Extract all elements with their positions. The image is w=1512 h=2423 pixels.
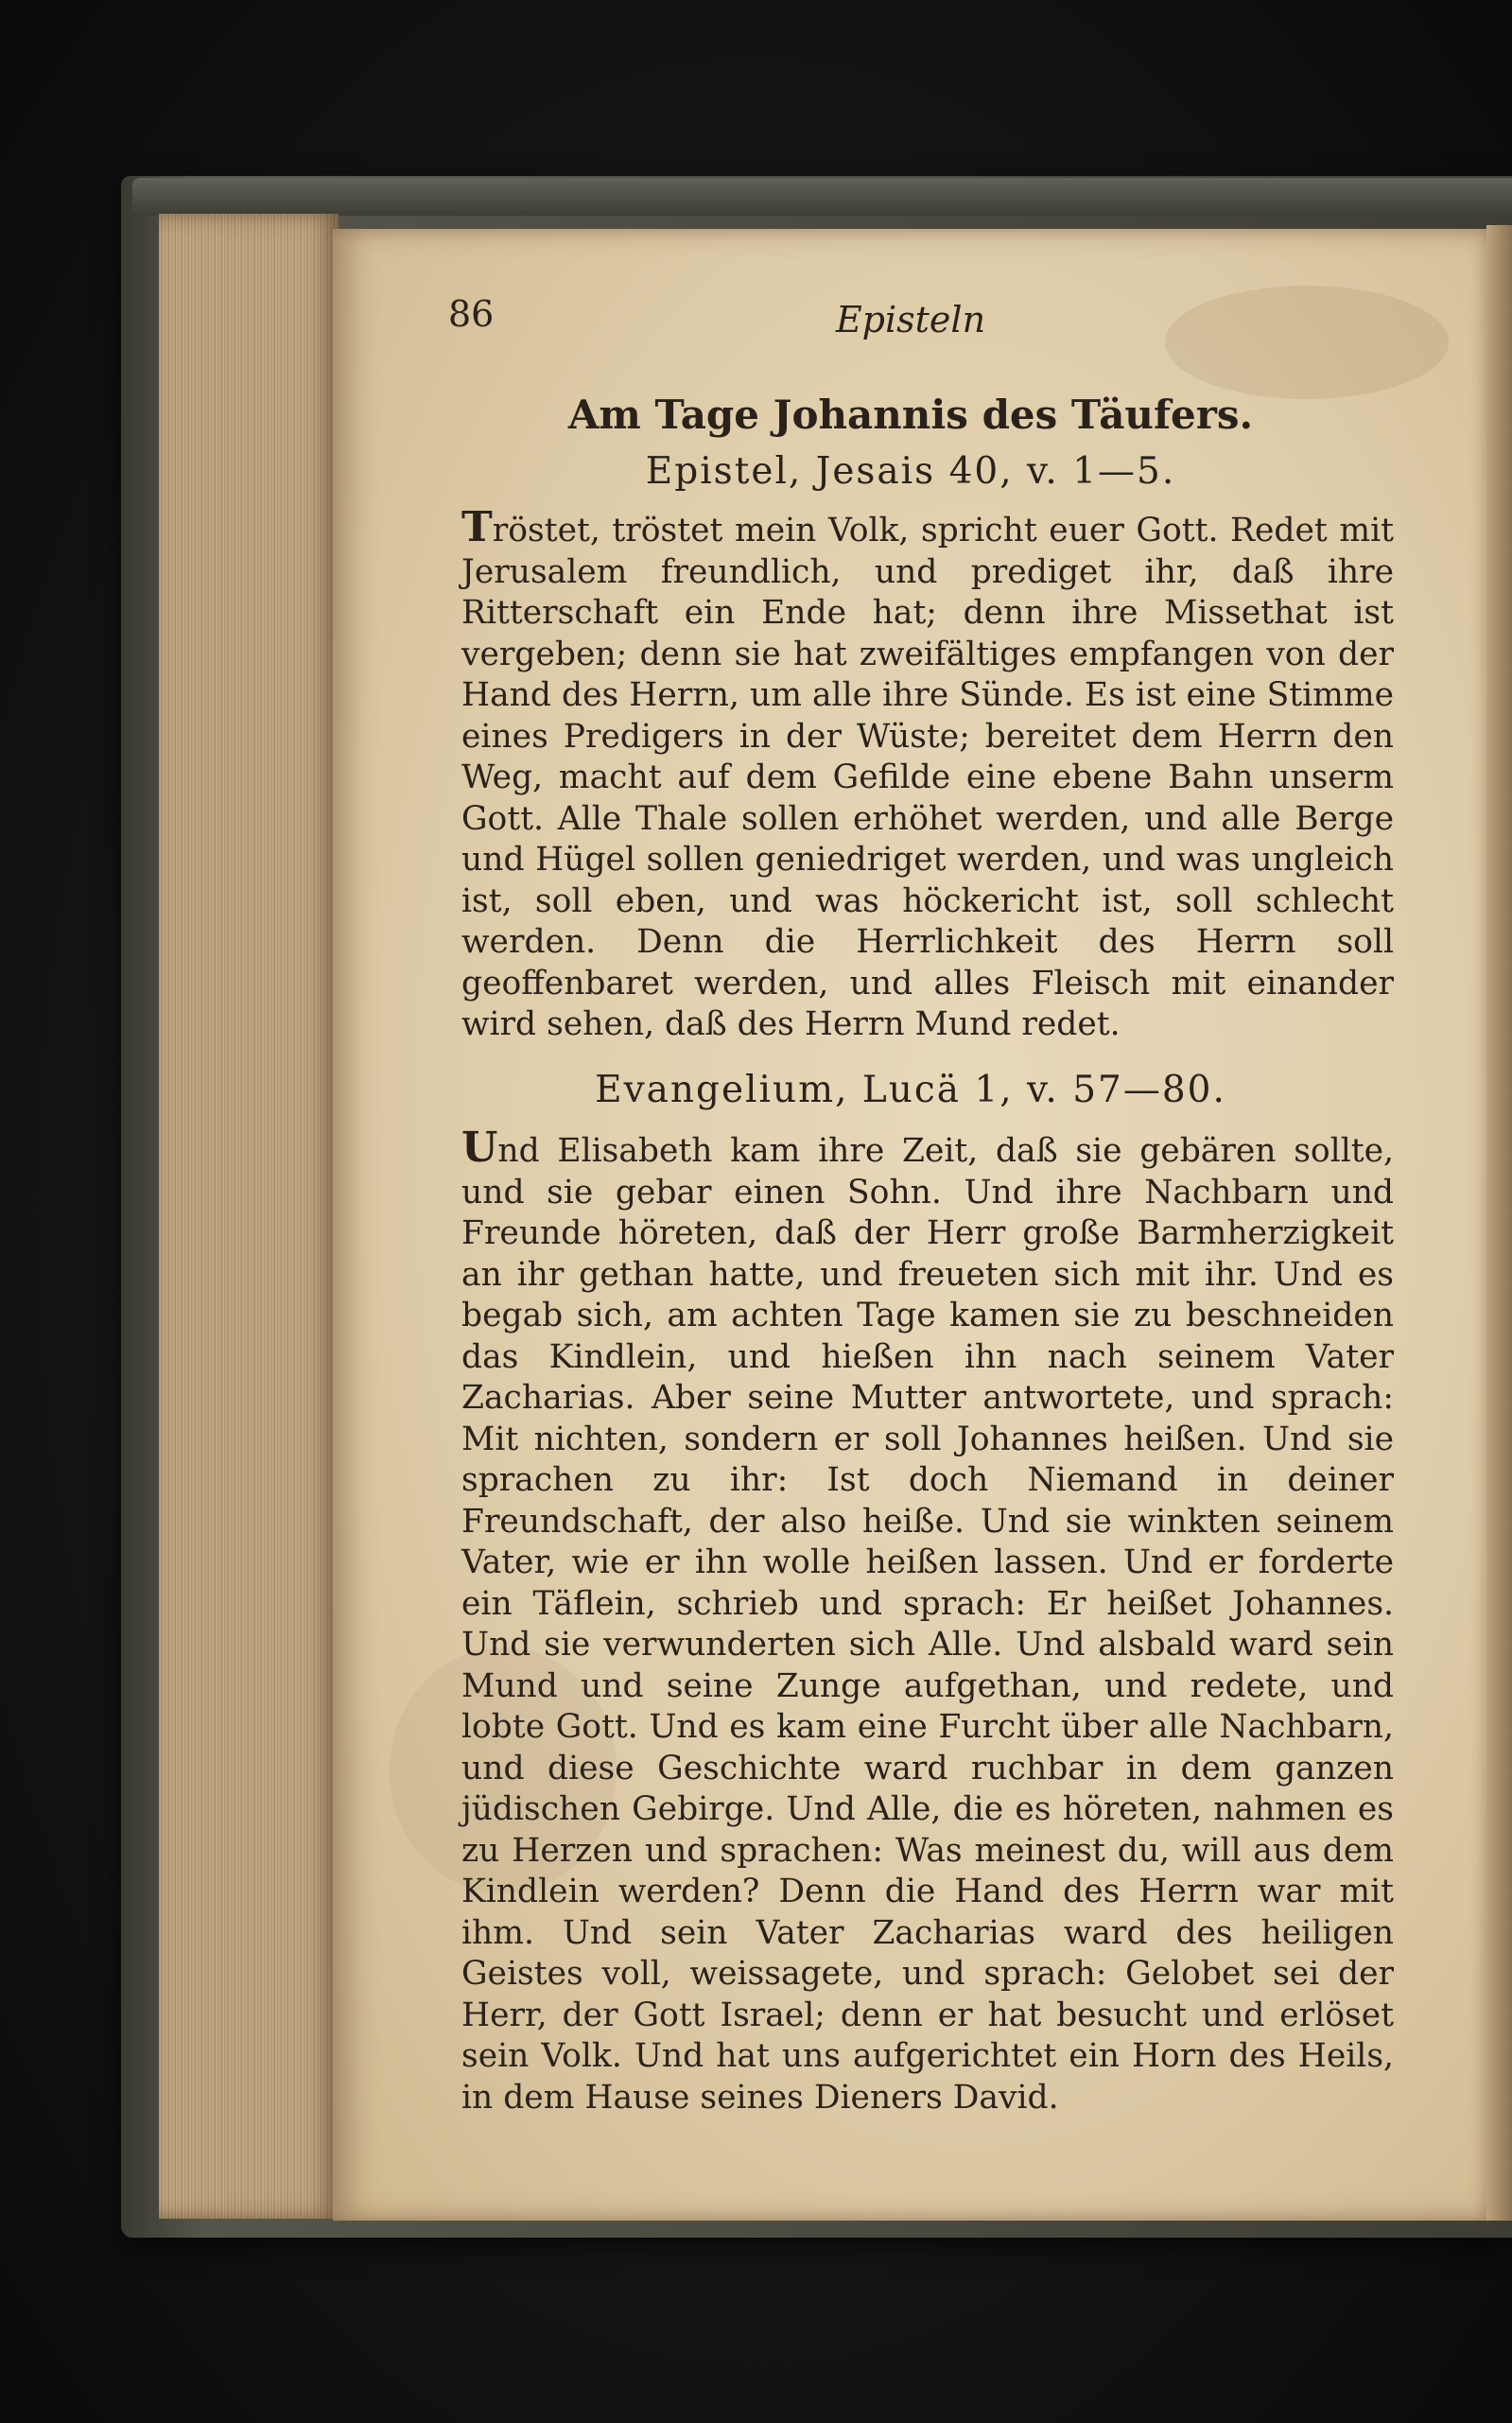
running-head: Episteln	[835, 299, 986, 340]
gospel-heading: Evangelium, Lucä 1, v. 57—80.	[595, 1069, 1226, 1111]
page-block-edges	[159, 214, 339, 2219]
epistle-body: röstet, tröstet mein Volk, spricht euer Gott. Redet mit Jerusalem freundlich, und prediget ihr, daß ihre Ritterschaft ein Ende hat; denn ihre Missethat ist vergeben; denn sie hat zweifältiges empfangen von der Hand des Herrn, um alle ihre Sünde. Es ist eine Stimme eines Predigers in der Wüste; bereitet dem Herrn den Weg, macht auf dem Gefilde eine ebene Bahn unserm Gott. Alle Thale sollen erhöhet werden, und alle Berge und Hügel sollen geniedriget werden, und was ungleich ist, soll eben, und was höckericht ist, soll schlecht werden. Denn die Herrlichkeit des Herrn soll geoffenbaret werden, und alles Fleisch mit einander wird sehen, daß des Herrn Mund redet.	[461, 512, 1394, 1043]
page-right-edge	[1486, 225, 1512, 2221]
page-number: 86	[448, 293, 495, 335]
epistle-text	[461, 503, 1394, 1046]
book-cover-top-edge	[132, 178, 1512, 216]
section-title: Am Tage Johannis des Täufers.	[567, 392, 1254, 438]
epistle-heading: Epistel, Jesais 40, v. 1—5.	[645, 450, 1176, 493]
gospel-body: nd Elisabeth kam ihre Zeit, daß sie gebären sollte, und sie gebar einen Sohn. Und ihre Nachbarn und Freunde höreten, daß der Herr große Barmherzigkeit an ihr gethan hatte, und freueten sich mit ihr. Und es begab sich, am achten Tage kamen sie zu beschneiden das Kindlein, und hießen ihn nach seinem Vater Zacharias. Aber seine Mutter antwortete, und sprach: Mit nichten, sondern er soll Johannes heißen. Und sie sprachen zu ihr: Ist doch Niemand in deiner Freundschaft, der also heiße. Und sie winkten seinem Vater, wie er ihn wolle heißen lassen. Und er forderte ein Täflein, schrieb und sprach: Er heißet Johannes. Und sie verwunderten sich Alle. Und alsbald ward sein Mund und seine Zunge aufgethan, und redete, und lobte Gott. Und es kam eine Furcht über alle Nachbarn, und diese Geschichte ward ruchbar in dem ganzen jüdischen Gebirge. Und Alle, die es höreten, nahmen es zu Herzen und sprachen: Was meinest du, will aus dem Kindlein werden? Denn die Hand des Herrn war mit ihm. Und sein Vater Zacharias ward des heiligen Geistes voll, weissagete, und sprach: Gelobet sei der Herr, der Gott Israel; denn er hat besucht und erlöset sein Volk. Und hat uns aufgerichtet ein Horn des Heils, in dem Hause seines Dieners David.	[461, 1132, 1394, 2117]
gospel-text	[461, 1124, 1394, 2118]
epistle-initial: T	[461, 503, 493, 551]
gospel-initial: U	[461, 1124, 498, 1172]
